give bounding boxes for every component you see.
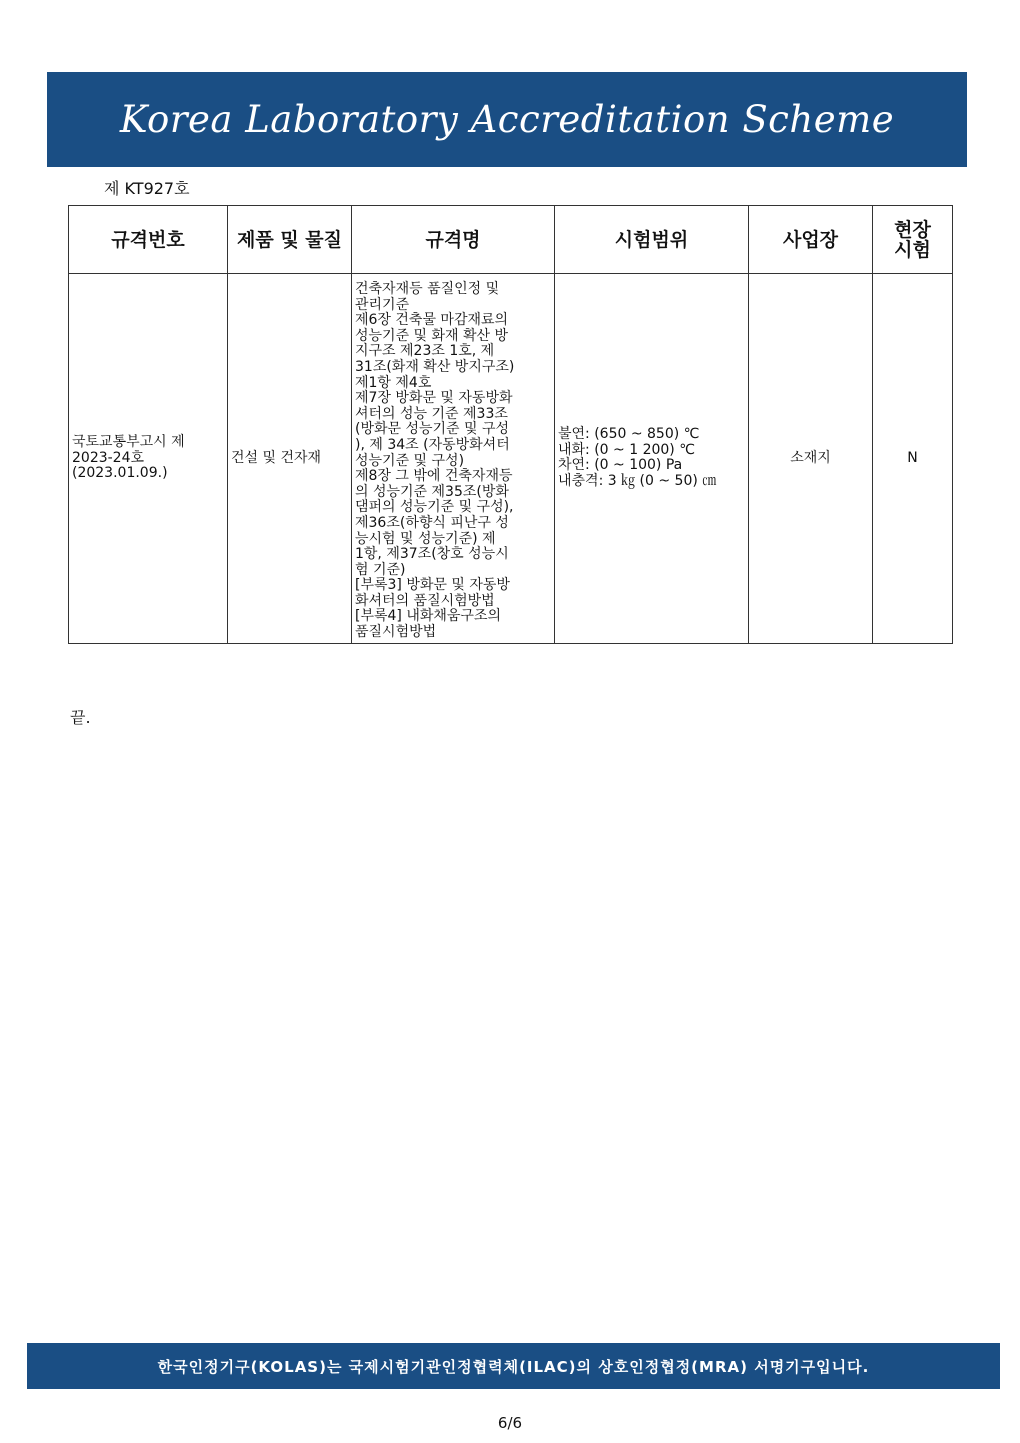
standard-name-line: 성능기준 및 구성) bbox=[355, 452, 465, 469]
standard-name-line: 품질시험방법 bbox=[355, 624, 437, 641]
cell-onsite: N bbox=[873, 274, 953, 644]
header-title: Korea Laboratory Accreditation Scheme bbox=[119, 98, 895, 141]
cell-standard-name bbox=[352, 274, 555, 644]
header-test-range: 시험범위 bbox=[555, 206, 749, 274]
standard-name-line: 지구조 제23조 1호, 제 bbox=[355, 343, 495, 360]
header-site: 사업장 bbox=[749, 206, 873, 274]
cell-site: 소재지 bbox=[749, 274, 873, 644]
standard-no-line: 국토교통부고시 제 bbox=[72, 433, 185, 450]
standard-no-line: (2023.01.09.) bbox=[72, 465, 168, 482]
standard-name-line: ), 제 34조 (자동방화셔터 bbox=[355, 436, 510, 453]
standard-name-line: 화셔터의 품질시험방법 bbox=[355, 592, 495, 609]
standard-name-line: 제36조(하향식 피난구 성 bbox=[355, 514, 509, 531]
standard-name-line: [부록4] 내화채움구조의 bbox=[355, 608, 501, 625]
cell-product: 건설 및 건자재 bbox=[228, 274, 352, 644]
end-mark: 끝. bbox=[70, 708, 91, 727]
page-number: 6/6 bbox=[497, 1414, 523, 1432]
test-range-line: 내화: (0 ~ 1 200) ℃ bbox=[558, 441, 695, 458]
table-row bbox=[69, 274, 953, 644]
standard-name-line: 제7장 방화문 및 자동방화 bbox=[355, 390, 513, 407]
standard-name-line: 성능기준 및 화재 확산 방 bbox=[355, 327, 509, 344]
header-product: 제품 및 물질 bbox=[228, 206, 352, 274]
standard-name-line: 관리기준 bbox=[355, 296, 410, 313]
standard-name-line: 건축자재등 품질인정 및 bbox=[355, 281, 500, 297]
standard-name-line: (방화문 성능기준 및 구성 bbox=[355, 421, 510, 438]
certificate-number: 제 KT927호 bbox=[104, 179, 190, 198]
standard-name-line: 제6장 건축물 마감재료의 bbox=[355, 312, 509, 329]
standard-name-line: 의 성능기준 제35조(방화 bbox=[355, 483, 509, 500]
standard-name-line: 제8장 그 밖에 건축자재등 bbox=[355, 468, 513, 485]
standard-name-line: 1항, 제37조(창호 성능시 bbox=[355, 546, 509, 563]
cell-test-range bbox=[555, 274, 749, 644]
header-onsite-line2: 시험 bbox=[894, 238, 931, 261]
header-onsite bbox=[873, 206, 953, 274]
standard-name-line: 셔터의 성능 기준 제33조 bbox=[355, 405, 508, 422]
standard-name-line: [부록3] 방화문 및 자동방 bbox=[355, 577, 510, 594]
standard-name-line: 제1항 제4호 bbox=[355, 374, 432, 391]
header-standard-name: 규격명 bbox=[352, 206, 555, 274]
standard-name-line: 험 기준) bbox=[355, 561, 406, 578]
test-range-line: 차연: (0 ~ 100) Pa bbox=[558, 457, 683, 474]
test-range-line: 불연: (650 ~ 850) ℃ bbox=[558, 426, 700, 443]
header-onsite-line1: 현장 bbox=[894, 218, 931, 241]
test-range-line: 내충격: 3 ㎏ (0 ~ 50) ㎝ bbox=[558, 472, 717, 489]
accreditation-scope-table bbox=[68, 205, 953, 644]
standard-name-line: 31조(화재 확산 방지구조) bbox=[355, 358, 515, 375]
footer-text: 한국인정기구(KOLAS)는 국제시험기관인정협력체(ILAC)의 상호인정협정(MRA) 서명기구입니다. bbox=[157, 1357, 870, 1376]
header-standard-no: 규격번호 bbox=[69, 206, 228, 274]
footer-banner bbox=[27, 1343, 1000, 1389]
header-banner bbox=[47, 72, 967, 167]
table-header-row bbox=[69, 206, 953, 274]
standard-no-line: 2023-24호 bbox=[72, 449, 145, 466]
cell-standard-no bbox=[69, 274, 228, 644]
standard-name-line: 댐퍼의 성능기준 및 구성), bbox=[355, 499, 514, 516]
standard-name-line: 능시험 및 성능기준) 제 bbox=[355, 530, 496, 547]
